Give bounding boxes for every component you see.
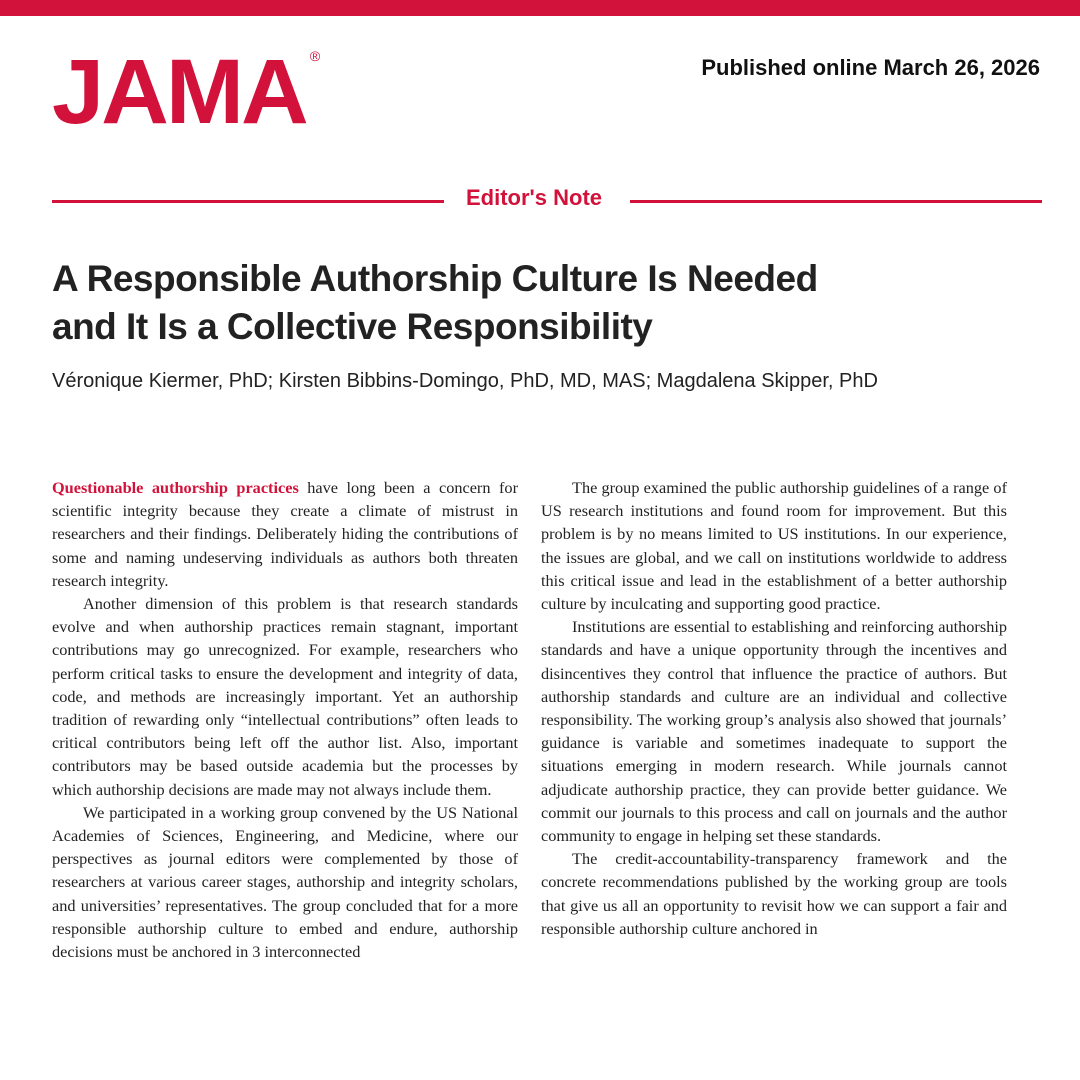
body-paragraph: The group examined the public authorship guidelines of a range of US research institutions and found room for improvement. But this problem is by no means limited to US institutions. In our experience, the issues are global, and we call on institutions worldwide to address this critical issue and lead in the establishment of a better authorship culture by inculcating and supporting good practice. <box>541 478 1007 614</box>
body-column-right <box>541 476 1007 940</box>
jama-logo <box>52 41 321 164</box>
title-line-1: A Responsible Authorship Culture Is Needed <box>52 258 818 299</box>
body-paragraph: Institutions are essential to establishing and reinforcing authorship standards and have a unique opportunity through the incentives and disincentives they control that influence the practice of authors. But authorship standards and culture are an individual and collective responsibility. The working group’s analysis also showed that journals’ guidance is variable and sometimes inadequate to support the situations emerging in modern research. While journals cannot adjudicate authorship practice, they can provide better guidance. We commit our journals to this process and call on journals and the author community to engage in helping set these standards. <box>541 617 1007 846</box>
top-accent-bar <box>0 0 1080 16</box>
body-column-left <box>52 476 518 963</box>
body-paragraph: We participated in a working group convened by the US National Academies of Sciences, Engineering, and Medicine, where our perspectives as journal editors were complemented by those of researchers at various career stages, authorship and integrity scholars, and universities’ representatives. The group concluded that for a more responsible authorship culture to embed and endure, authorship decisions must be anchored in 3 interconnected <box>52 802 518 962</box>
body-paragraph: Another dimension of this problem is that research standards evolve and when authorship practices remain stagnant, important contributions may go unrecognized. For example, researchers who perform critical tasks to ensure the development and integrity of data, code, and methods are increasingly important. Yet an authorship tradition of rewarding only “intellectual contributions” often leads to critical contributors being left off the author list. Also, important contributors may be based outside academia but the processes by which authorship decisions are made may not always include them. <box>52 594 518 799</box>
lead-in-phrase: Questionable authorship practices <box>52 478 299 497</box>
logo-text: JAMA <box>52 41 306 143</box>
body-paragraph: The credit-accountability-transparency framework and the concrete recommendations published by the working group are tools that give us all an opportunity to revisit how we can support a fair and responsible authorship culture anchored in <box>541 849 1007 938</box>
paragraph-text: have long been a concern for scientific integrity because they create a climate of mistrust in researchers and their findings. Deliberately hiding the contributions of some and naming undeserving individuals as authors both threaten research integrity. <box>52 478 518 590</box>
section-label: Editor's Note <box>466 185 603 210</box>
title-line-2: and It Is a Collective Responsibility <box>52 306 653 347</box>
author-list: Véronique Kiermer, PhD; Kirsten Bibbins-Domingo, PhD, MD, MAS; Magdalena Skipper, PhD <box>52 370 878 392</box>
publication-date: Published online March 26, 2026 <box>701 55 1040 80</box>
registered-mark: ® <box>309 48 321 64</box>
section-rule-left <box>52 200 444 203</box>
section-header <box>52 185 1042 215</box>
article-title <box>52 255 1012 351</box>
section-rule-right <box>630 200 1042 203</box>
body-paragraph <box>52 476 518 592</box>
